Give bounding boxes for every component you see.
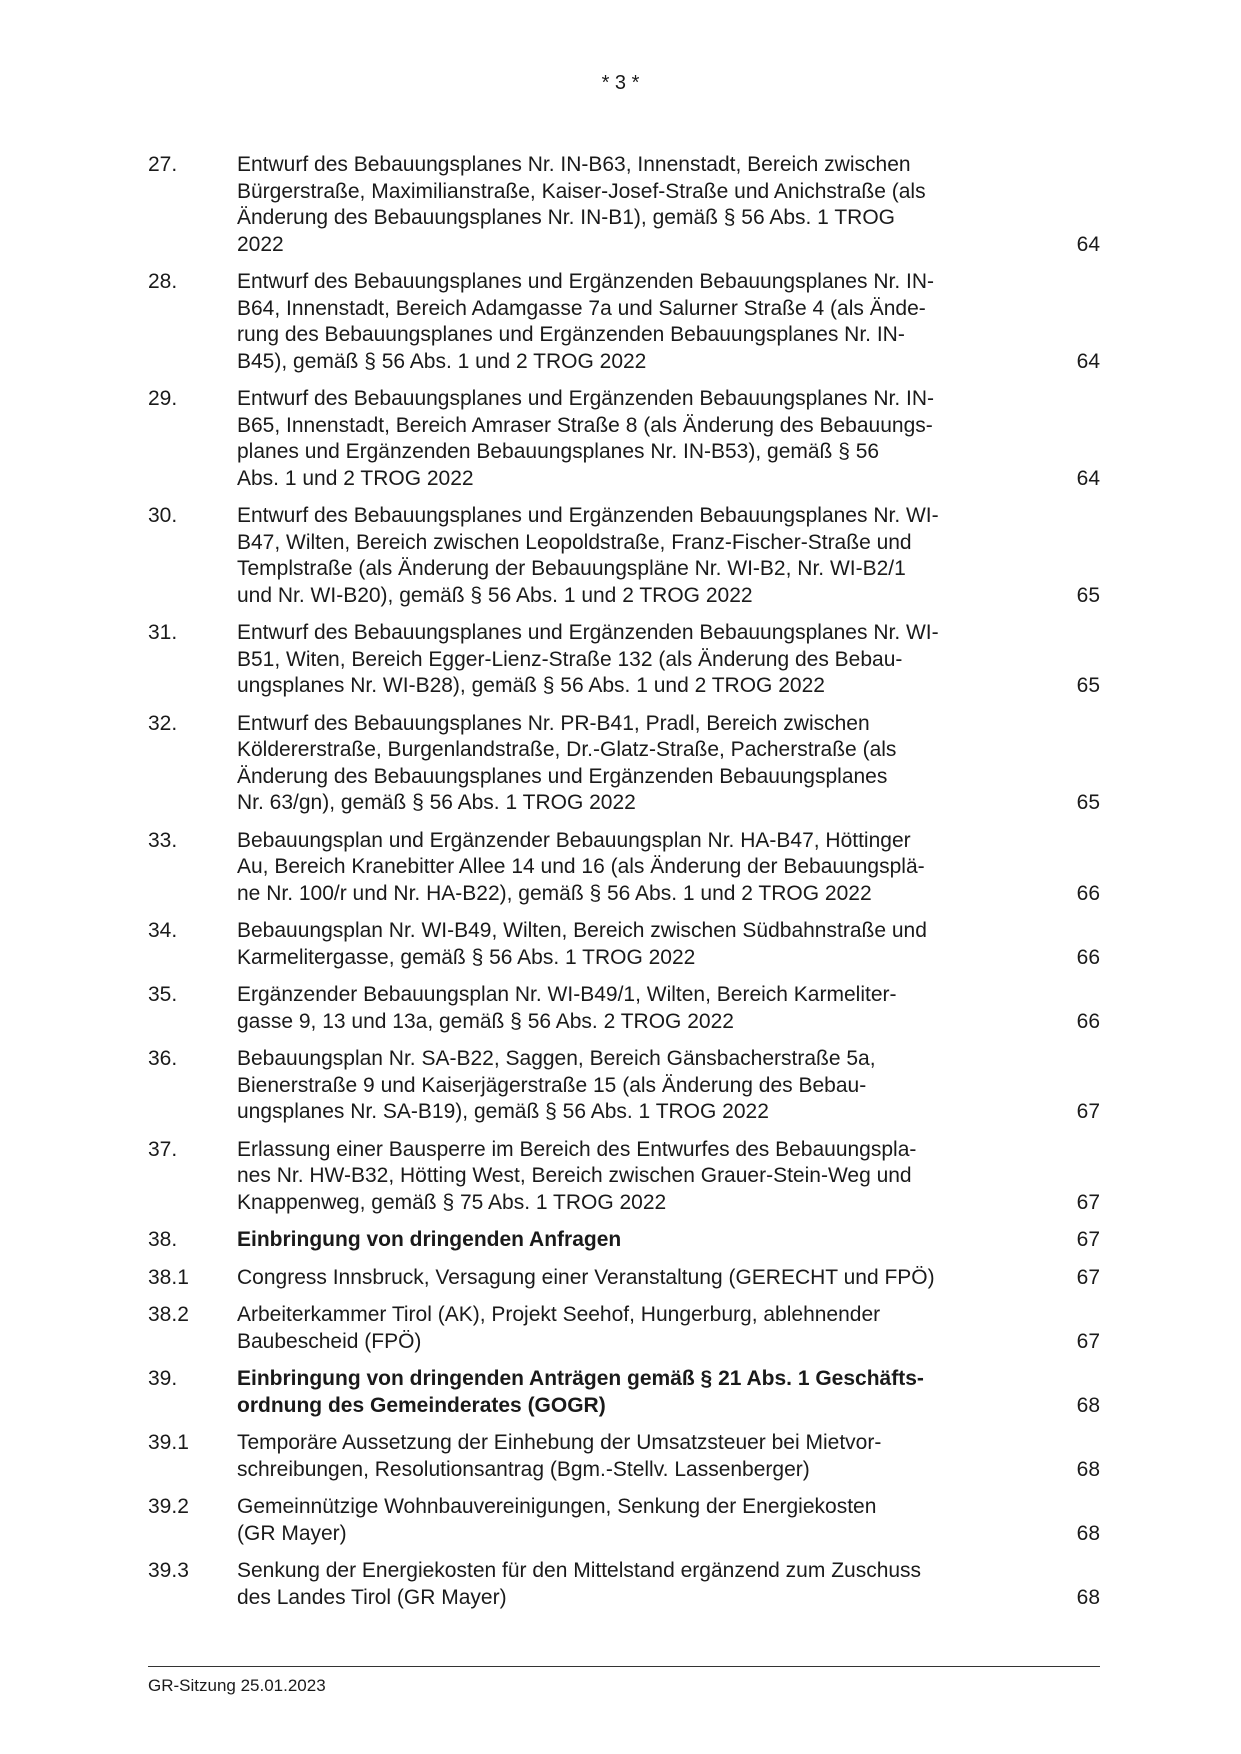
toc-entry-number: 29. (148, 387, 178, 410)
page-number: * 3 * (601, 72, 640, 94)
toc-entry-title-line: Au, Bereich Kranebitter Allee 14 und 16 (als Änderung der Bebauungsplä- (237, 855, 925, 878)
toc-entry (148, 918, 1100, 971)
toc-entry-number: 30. (148, 504, 178, 527)
toc-entry-title-line: Bebauungsplan Nr. WI-B49, Wilten, Bereich zwischen Südbahnstraße und (237, 919, 927, 942)
toc-entry-page: 66 (1076, 945, 1100, 969)
toc-entry (148, 828, 1100, 908)
toc-entry (148, 711, 1100, 817)
toc-entry-title-line: ne Nr. 100/r und Nr. HA-B22), gemäß § 56 Abs. 1 und 2 TROG 2022 (237, 881, 872, 905)
toc-entry-title-line: Nr. 63/gn), gemäß § 56 Abs. 1 TROG 2022 (237, 791, 636, 814)
toc-entry-title-line: Ergänzender Bebauungsplan Nr. WI-B49/1, Wilten, Bereich Karmeliter- (237, 983, 897, 1006)
toc-entry-title (237, 1046, 1017, 1126)
toc-entry-page: 68 (1076, 1457, 1100, 1481)
toc-entry-title-line: Entwurf des Bebauungsplanes Nr. PR-B41, Pradl, Bereich zwischen (237, 711, 870, 735)
toc-entry-title-line: Bebauungsplan Nr. SA-B22, Saggen, Bereich Gänsbacherstraße 5a, (237, 1047, 876, 1070)
toc-entry-title-line: Knappenweg, gemäß § 75 Abs. 1 TROG 2022 (237, 1190, 667, 1214)
toc-entry-page: 64 (1076, 349, 1100, 373)
toc-entry-title-line: Einbringung von dringenden Anfragen (237, 1228, 622, 1251)
toc-entry (148, 1558, 1100, 1611)
table-of-contents (148, 152, 1100, 1622)
toc-entry-page: 66 (1076, 881, 1100, 905)
toc-entry-number: 38. (148, 1228, 178, 1251)
toc-entry (148, 1046, 1100, 1126)
toc-entry-title (237, 1137, 1017, 1217)
toc-entry-title-line: Erlassung einer Bausperre im Bereich des Entwurfes des Bebauungspla- (237, 1137, 917, 1161)
toc-entry-number: 34. (148, 919, 178, 942)
toc-entry-title-line: Köldererstraße, Burgenlandstraße, Dr.-Glatz-Straße, Pacherstraße (als (237, 738, 897, 761)
toc-entry-number: 38.1 (148, 1265, 189, 1289)
toc-entry-title-line: ungsplanes Nr. SA-B19), gemäß § 56 Abs. 1 TROG 2022 (237, 1100, 769, 1123)
toc-entry-title-line: rung des Bebauungsplanes und Ergänzenden Bebauungsplanes Nr. IN- (237, 323, 905, 346)
toc-entry-title-line: Senkung der Energiekosten für den Mittelstand ergänzend zum Zuschuss (237, 1559, 922, 1582)
toc-entry-title-line: Temporäre Aussetzung der Einhebung der Umsatzsteuer bei Mietvor- (237, 1431, 882, 1454)
toc-entry (148, 1227, 1100, 1254)
toc-entry-number: 38.2 (148, 1303, 189, 1326)
toc-entry-title-line: Baubescheid (FPÖ) (237, 1329, 422, 1353)
toc-entry-title-line: planes und Ergänzenden Bebauungsplanes Nr. IN-B53), gemäß § 56 (237, 440, 880, 463)
toc-entry-title-line: Einbringung von dringenden Anträgen gemäß § 21 Abs. 1 Geschäfts- (237, 1367, 924, 1390)
toc-entry-page: 68 (1076, 1521, 1100, 1545)
toc-entry-title (237, 269, 1017, 375)
toc-entry (148, 982, 1100, 1035)
toc-entry (148, 269, 1100, 375)
toc-entry-title (237, 918, 1017, 971)
toc-entry (148, 503, 1100, 609)
toc-entry-title (237, 982, 1017, 1035)
toc-entry-title-line: Entwurf des Bebauungsplanes und Ergänzenden Bebauungsplanes Nr. WI- (237, 504, 939, 527)
toc-entry-title-line: B65, Innenstadt, Bereich Amraser Straße 8 (als Änderung des Bebauungs- (237, 413, 933, 437)
toc-entry-title-line: Templstraße (als Änderung der Bebauungspläne Nr. WI-B2, Nr. WI-B2/1 (237, 557, 906, 580)
toc-entry-page: 68 (1076, 1585, 1100, 1609)
toc-entry-number: 31. (148, 621, 178, 644)
toc-entry-title-line: Bebauungsplan und Ergänzender Bebauungsplan Nr. HA-B47, Höttinger (237, 828, 911, 852)
toc-entry-page: 65 (1076, 791, 1100, 814)
toc-entry (148, 1265, 1100, 1292)
toc-entry-title-line: Arbeiterkammer Tirol (AK), Projekt Seehof, Hungerburg, ablehnender (237, 1303, 881, 1326)
toc-entry-title-line: 2022 (237, 232, 284, 256)
footer-meeting-date: GR-Sitzung 25.01.2023 (148, 1676, 326, 1695)
toc-entry-page: 65 (1076, 674, 1100, 697)
toc-entry-title (237, 386, 1017, 492)
toc-entry-title-line: B51, Witen, Bereich Egger-Lienz-Straße 132 (als Änderung des Bebau- (237, 647, 903, 671)
toc-entry-title (237, 1227, 1017, 1254)
toc-entry-title-line: Karmelitergasse, gemäß § 56 Abs. 1 TROG 2022 (237, 945, 696, 969)
toc-entry-title-line: Entwurf des Bebauungsplanes und Ergänzenden Bebauungsplanes Nr. IN- (237, 270, 934, 293)
toc-entry-title-line: Bürgerstraße, Maximilianstraße, Kaiser-Josef-Straße und Anichstraße (als (237, 179, 926, 203)
toc-entry-page: 67 (1076, 1265, 1100, 1289)
toc-entry-title-line: schreibungen, Resolutionsantrag (Bgm.-Stellv. Lassenberger) (237, 1457, 810, 1481)
toc-entry-page: 66 (1076, 1009, 1100, 1033)
toc-entry-number: 35. (148, 983, 178, 1006)
toc-entry-title-line: Entwurf des Bebauungsplanes Nr. IN-B63, Innenstadt, Bereich zwischen (237, 153, 911, 176)
toc-entry-title (237, 152, 1017, 258)
toc-entry-number: 33. (148, 828, 178, 852)
toc-entry-page: 67 (1076, 1329, 1100, 1353)
toc-entry-number: 39.2 (148, 1495, 189, 1518)
toc-entry-title-line: (GR Mayer) (237, 1521, 347, 1545)
toc-entry-title-line: des Landes Tirol (GR Mayer) (237, 1585, 507, 1609)
toc-entry-number: 39.3 (148, 1559, 189, 1582)
toc-entry-page: 67 (1076, 1190, 1100, 1214)
toc-entry-title-line: ordnung des Gemeinderates (GOGR) (237, 1393, 606, 1417)
toc-entry-title (237, 1302, 1017, 1355)
toc-entry-number: 36. (148, 1047, 178, 1070)
toc-entry-title-line: Entwurf des Bebauungsplanes und Ergänzenden Bebauungsplanes Nr. IN- (237, 387, 934, 410)
toc-entry-number: 37. (148, 1137, 178, 1161)
toc-entry-title (237, 1558, 1017, 1611)
toc-entry-title-line: B64, Innenstadt, Bereich Adamgasse 7a und Salurner Straße 4 (als Ände- (237, 296, 926, 320)
toc-entry-title (237, 503, 1017, 609)
toc-entry-page: 64 (1076, 232, 1100, 256)
toc-entry-title-line: Abs. 1 und 2 TROG 2022 (237, 466, 474, 490)
toc-entry-title-line: Entwurf des Bebauungsplanes und Ergänzenden Bebauungsplanes Nr. WI- (237, 621, 939, 644)
toc-entry-title (237, 1430, 1017, 1483)
toc-entry-title-line: Änderung des Bebauungsplanes und Ergänzenden Bebauungsplanes (237, 764, 888, 788)
toc-entry-title (237, 1494, 1017, 1547)
toc-entry-title (237, 711, 1017, 817)
toc-entry (148, 1137, 1100, 1217)
toc-entry (148, 386, 1100, 492)
toc-entry (148, 1494, 1100, 1547)
footer-divider (148, 1666, 1100, 1667)
toc-entry-title-line: Bienerstraße 9 und Kaiserjägerstraße 15 (als Änderung des Bebau- (237, 1073, 867, 1097)
toc-entry (148, 620, 1100, 700)
toc-entry-page: 67 (1076, 1228, 1100, 1251)
toc-entry (148, 152, 1100, 258)
toc-entry (148, 1430, 1100, 1483)
toc-entry-title-line: Änderung des Bebauungsplanes Nr. IN-B1), gemäß § 56 Abs. 1 TROG (237, 206, 895, 229)
toc-entry-title (237, 1366, 1017, 1419)
toc-entry-page: 68 (1076, 1393, 1100, 1417)
toc-entry-number: 32. (148, 711, 178, 735)
toc-entry (148, 1366, 1100, 1419)
toc-entry-page: 65 (1076, 583, 1100, 607)
toc-entry-number: 28. (148, 270, 178, 293)
toc-entry-number: 39.1 (148, 1431, 189, 1454)
toc-entry-title-line: ungsplanes Nr. WI-B28), gemäß § 56 Abs. 1 und 2 TROG 2022 (237, 674, 825, 697)
toc-entry (148, 1302, 1100, 1355)
toc-entry-title-line: B45), gemäß § 56 Abs. 1 und 2 TROG 2022 (237, 349, 647, 373)
toc-entry-title (237, 1265, 1017, 1292)
toc-entry-page: 64 (1076, 466, 1100, 490)
toc-entry-title (237, 620, 1017, 700)
toc-entry-number: 27. (148, 153, 178, 176)
toc-entry-title (237, 828, 1017, 908)
toc-entry-title-line: Congress Innsbruck, Versagung einer Veranstaltung (GERECHT und FPÖ) (237, 1265, 935, 1289)
toc-entry-page: 67 (1076, 1100, 1100, 1123)
toc-entry-title-line: gasse 9, 13 und 13a, gemäß § 56 Abs. 2 TROG 2022 (237, 1009, 734, 1033)
toc-entry-title-line: nes Nr. HW-B32, Hötting West, Bereich zwischen Grauer-Stein-Weg und (237, 1164, 912, 1187)
toc-entry-title-line: Gemeinnützige Wohnbauvereinigungen, Senkung der Energiekosten (237, 1495, 877, 1518)
toc-entry-title-line: und Nr. WI-B20), gemäß § 56 Abs. 1 und 2 TROG 2022 (237, 583, 753, 607)
toc-entry-title-line: B47, Wilten, Bereich zwischen Leopoldstraße, Franz-Fischer-Straße und (237, 530, 912, 554)
toc-entry-number: 39. (148, 1367, 178, 1390)
